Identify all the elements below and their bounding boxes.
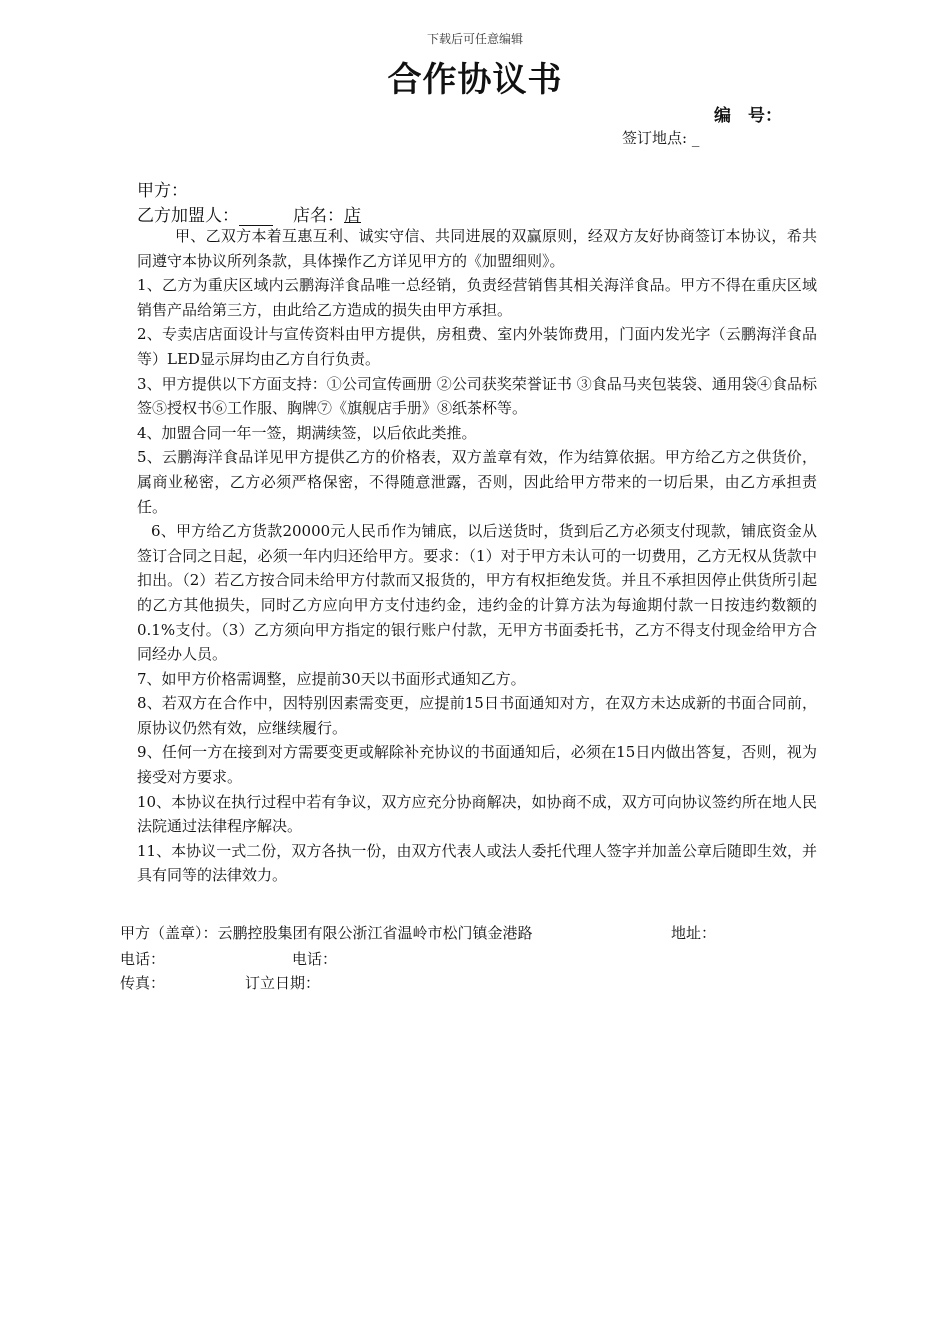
clause-4: 4、加盟合同一年一签，期满续签，以后依此类推。 — [137, 423, 477, 442]
clause-7: 7、如甲方价格需调整，应提前30天以书面形式通知乙方。 — [137, 669, 526, 688]
intro-paragraph: 甲、乙双方本着互惠互利、诚实守信、共同进展的双赢原则，经双方友好协商签订本协议，希共同遵守本协议所列条款，具体操作乙方详见甲方的《加盟细则》。 — [137, 227, 817, 270]
header-note: 下载后可任意编辑 — [426, 32, 523, 46]
clause-10: 10、本协议在执行过程中若有争议，双方应充分协商解决，如协商不成，双方可向协议签约所在地人民法院通过法律程序解决。 — [137, 792, 817, 836]
party-b-label: 乙方加盟人： — [137, 206, 239, 226]
address-label: 地址： — [671, 924, 717, 942]
document-title: 合作协议书 — [387, 60, 563, 100]
phone-label-a: 电话： — [120, 950, 166, 968]
clause-9: 9、任何一方在接到对方需要变更或解除补充协议的书面通知后，必须在15日内做出答复，否则，视为接受对方要求。 — [137, 743, 817, 787]
party-a-label: 甲方： — [137, 181, 188, 201]
clause-3: 3、甲方提供以下方面支持：①公司宣传画册 ②公司获奖荣誉证书 ③食品马夹包装袋、通用袋④食品标签⑤授权书⑥工作服、胸牌⑦《旗舰店手册》⑧纸茶杯等。 — [137, 374, 817, 418]
clause-6: 6、甲方给乙方货款20000元人民币作为铺底，以后送货时，货到后乙方必须支付现款，铺底资金从签订合同之日起，必须一年内归还给甲方。要求：（1）对于甲方未认可的一切费用，乙方无权从货款中扣出。（2）若乙方按合同未给甲方付款而又报货的，甲方有权拒绝发货。并且不承担因停止供货所引起的乙方其他损失，同时乙方应向甲方支付违约金，违约金的计算方法为每逾期付款一日按违约数额的0.1%支付。（3）乙方须向甲方指定的银行账户付款，无甲方书面委托书，乙方不得支付现金给甲方合同经办人员。 — [137, 522, 817, 664]
shop-name-label: 店名： — [293, 206, 344, 226]
clause-5: 5、云鹏海洋食品详见甲方提供乙方的价格表，双方盖章有效，作为结算依据。甲方给乙方之供货价，属商业秘密，乙方必须严格保密，不得随意泄露，否则，因此给甲方带来的一切后果，由乙方承担责任。 — [137, 448, 817, 516]
party-b-line — [137, 201, 361, 226]
clause-2: 2、专卖店店面设计与宣传资料由甲方提供，房租费、室内外装饰费用，门面内发光字（云鹏海洋食品等）LED显示屏均由乙方自行负责。 — [137, 325, 817, 368]
phone-label-b: 电话： — [292, 950, 338, 968]
agreement-body — [137, 224, 817, 888]
clause-1: 1、乙方为重庆区域内云鹏海洋食品唯一总经销，负责经营销售其相关海洋食品。甲方不得在重庆区域销售产品给第三方，由此给乙方造成的损失由甲方承担。 — [137, 276, 817, 319]
clause-8: 8、若双方在合作中，因特别因素需变更，应提前15日书面通知对方，在双方未达成新的书面合同前，原协议仍然有效，应继续履行。 — [137, 694, 817, 737]
serial-number-label: 编 号： — [714, 106, 782, 126]
party-a-stamp-line: 甲方（盖章）：云鹏控股集团有限公浙江省温岭市松门镇金港路 — [120, 924, 533, 942]
sign-place-label: 签订地点: _ — [622, 129, 700, 147]
clause-11: 11、本协议一式二份，双方各执一份，由双方代表人或法人委托代理人签字并加盖公章后随即生效，并具有同等的法律效力。 — [137, 841, 817, 885]
fax-label: 传真： — [120, 974, 166, 992]
date-label: 订立日期： — [245, 974, 321, 992]
shop-name-value: 店 — [344, 206, 361, 226]
